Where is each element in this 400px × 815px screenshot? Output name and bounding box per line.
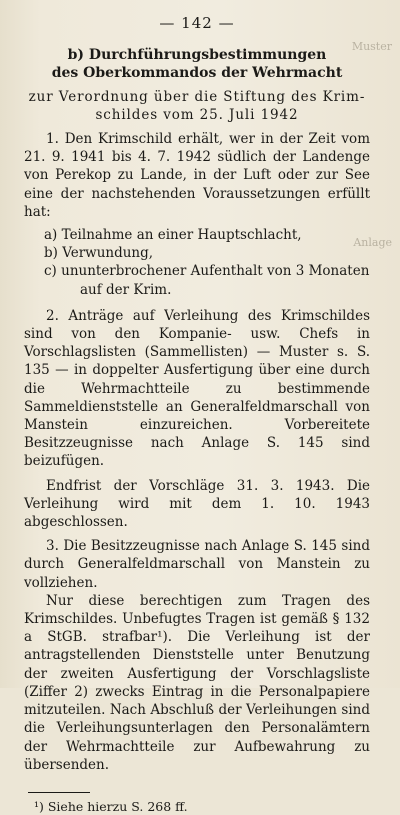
- list-item: a) Teilnahme an einer Hauptschlacht,: [44, 227, 302, 244]
- conditions-list: [24, 226, 370, 299]
- list-item: b) Verwundung,: [44, 245, 154, 262]
- page-number: — 142 —: [159, 14, 235, 32]
- paragraph-5: Nur diese berechtigen zum Tragen des Krimschildes. Unbefugtes Tragen ist gemäß § 132 a StGB. strafbar¹). Die Verleihung ist der antragstellenden Dienststelle unter Benutzung der zweiten Ausfertigung der Vorschlagsliste (Ziffer 2) zwecks Eintrag in die Personalpapiere mitzuteilen. Nach Abschluß der Verleihungen sind die Verleihungsunterlagen den Personalämtern der Wehrmachtteile zur Aufbewahrung zu übersenden.: [24, 592, 370, 773]
- paragraph-2: 2. Anträge auf Verleihung des Krimschildes sind von den Kompanie- usw. Chefs in Vorschlagslisten (Sammellisten) — Muster s. S. 135 — in doppelter Ausfertigung über eine durch die Wehrmachtteile zu bestimmende Sammeldienststelle an Generalfeldmarschall von Manstein einzureichen. Vorbereitete Besitzzeugnisse nach Anlage S. 145 sind beizufügen.: [24, 307, 370, 470]
- list-item: c) ununterbrochener Aufenthalt von 3 Monaten auf der Krim.: [44, 263, 370, 298]
- bleed-through-text: Anlage: [353, 236, 392, 249]
- footnote-divider: [28, 792, 90, 793]
- subheading-line-2: schildes vom 25. Juli 1942: [95, 107, 299, 123]
- paragraph-3: Endfrist der Vorschläge 31. 3. 1943. Die Verleihung wird mit dem 1. 10. 1943 abgeschlossen.: [24, 477, 370, 531]
- section-heading-line-1: b) Durchführungsbestimmungen: [67, 47, 327, 63]
- paragraph-1: 1. Den Krimschild erhält, wer in der Zeit vom 21. 9. 1941 bis 4. 7. 1942 südlich der Landenge von Perekop zu Lande, in der Luft oder zur See eine der nachstehenden Voraussetzungen erfüllt hat:: [24, 131, 370, 220]
- bleed-through-text: Muster: [351, 40, 392, 53]
- paragraph-4: 3. Die Besitzzeugnisse nach Anlage S. 145 sind durch Generalfeldmarschall von Manstein zu vollziehen.: [24, 538, 370, 591]
- footnote: ¹) Siehe hierzu S. 268 ff.: [34, 798, 188, 814]
- subheading-line-1: zur Verordnung über die Stiftung des Krim-: [28, 89, 366, 105]
- subheading: [24, 88, 370, 124]
- section-heading-line-2: des Oberkommandos der Wehrmacht: [51, 65, 343, 81]
